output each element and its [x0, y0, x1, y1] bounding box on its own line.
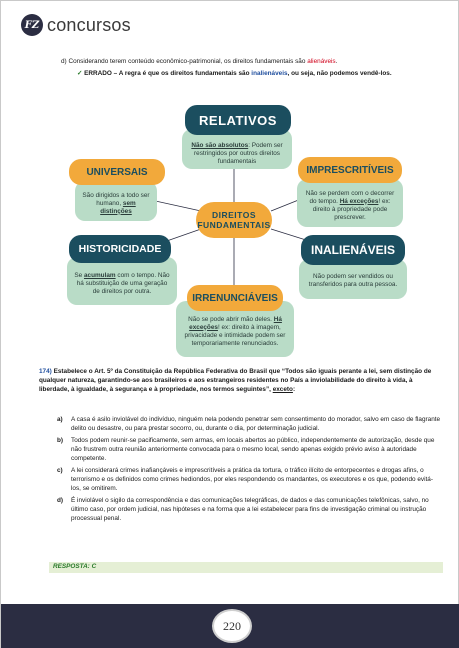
historicidade-text-2: com o tempo. Não há substituição de uma geração de direitos por outra.: [76, 271, 170, 295]
imprescritiveis-title: IMPRESCRITÍVEIS: [298, 157, 402, 183]
option-label: b): [57, 437, 64, 444]
irrenunciaveis-text: Não se pode abrir mão deles.: [188, 315, 274, 323]
inalienaveis-box: [299, 259, 407, 299]
relativos-title: RELATIVOS: [185, 105, 291, 135]
page-number: 220: [212, 609, 252, 643]
option-text: A lei considerará crimes inafiançáveis e imprescritíveis a prática da tortura, o tráfico ilícito de entorpecentes e drogas afins, o terrorismo e os definidos como crimes hediondos, por eles respondendo os mandantes, os executores e os que, podendo evitá-los, se omitirem.: [71, 467, 433, 492]
question-options: [57, 415, 441, 526]
question-d-text: d) Considerando terem conteúdo econômico-patrimonial, os direitos fundamentais são: [61, 58, 308, 65]
question-number: 174): [39, 368, 52, 375]
mindmap: [1, 1, 459, 648]
relativos-bold: Não são absolutos: [191, 141, 249, 149]
option-text: Todos podem reunir-se pacificamente, sem armas, em locais abertos ao público, independentemente de autorização, desde que não frustrem outra reunião anteriormente convocada para o mesmo local, sendo apenas exigido prévio aviso à autoridade competente.: [71, 437, 435, 462]
logo-text: concursos: [47, 14, 131, 35]
universais-title: UNIVERSAIS: [69, 159, 165, 185]
answer-label: ERRADO – A regra é que os direitos fundamentais são: [84, 70, 252, 77]
option-label: c): [57, 467, 63, 474]
imprescritiveis-text: Não se perdem com o decorrer do tempo.: [305, 189, 395, 205]
option-c: [57, 466, 441, 493]
check-icon: ✓: [77, 70, 83, 77]
question-exceto: exceto: [272, 386, 293, 393]
question-colon: :: [292, 386, 296, 393]
option-text: É inviolável o sigilo da correspondência e das comunicações telegráficas, de dados e das comunicações telefônicas, salvo, no último caso, por ordem judicial, nas hipóteses e na forma que a lei estabelecer para fins de investigação criminal ou instrução processual penal.: [71, 497, 429, 522]
imprescritiveis-text-2: ! ex: direito à propriedade pode prescrever.: [312, 197, 391, 221]
inalienaveis-title: INALIENÁVEIS: [301, 235, 405, 265]
option-a: [57, 415, 441, 433]
universais-text: São dirigidos a todo ser humano,: [82, 191, 150, 207]
logo-mark-icon: FZ: [21, 14, 43, 36]
option-b: [57, 436, 441, 463]
question-174: [39, 367, 439, 394]
center-node: DIREITOS FUNDAMENTAIS: [196, 202, 272, 238]
universais-bold: sem distinções: [100, 199, 136, 215]
question-d-end: .: [335, 58, 338, 65]
relativos-box: [182, 129, 292, 169]
historicidade-bold: acumulam: [83, 271, 116, 279]
historicidade-title: HISTORICIDADE: [69, 235, 171, 263]
question-statement: Estabelece o Art. 5º da Constituição da República Federativa do Brasil que “Todos são iguais perante a lei, sem distinção de qualquer natureza, garantindo-se aos brasileiros e aos estrangeiros residentes no País a inviolabilidade do direito à vida, à liberdade, à igualdade, à segurança e à propriedade, nos termos seguintes”,: [39, 368, 432, 393]
answer-highlight: inalienáveis: [251, 70, 288, 77]
universais-box: [75, 181, 157, 221]
irrenunciaveis-text-2: ! ex: direito à imagem, privacidade e intimidade podem ser temporariamente renunciados.: [184, 323, 286, 347]
historicidade-box: [67, 257, 177, 305]
irrenunciaveis-bold: Há exceções: [189, 315, 282, 331]
relativos-text: : Podem ser restringidos por outros direitos fundamentais: [194, 141, 283, 165]
option-text: A casa é asilo inviolável do indivíduo, ninguém nela podendo penetrar sem consentimento do morador, salvo em caso de flagrante delito ou desastre, ou para prestar socorro, ou, durante o dia, por determinação judicial.: [71, 416, 441, 432]
imprescritiveis-box: [297, 179, 403, 227]
option-label: d): [57, 497, 64, 504]
historicidade-text: Se: [74, 271, 84, 279]
option-d: [57, 496, 441, 523]
imprescritiveis-bold: Há exceções: [339, 197, 379, 205]
question-d-highlight: alienáveis: [307, 58, 336, 65]
option-label: a): [57, 416, 63, 423]
inalienaveis-text: Não podem ser vendidos ou transferidos para outra pessoa.: [308, 272, 398, 288]
answer-banner: RESPOSTA: C: [49, 562, 443, 573]
answer-rest: , ou seja, não podemos vendê-los.: [287, 70, 392, 77]
irrenunciaveis-title: IRRENUNCIÁVEIS: [187, 285, 283, 311]
